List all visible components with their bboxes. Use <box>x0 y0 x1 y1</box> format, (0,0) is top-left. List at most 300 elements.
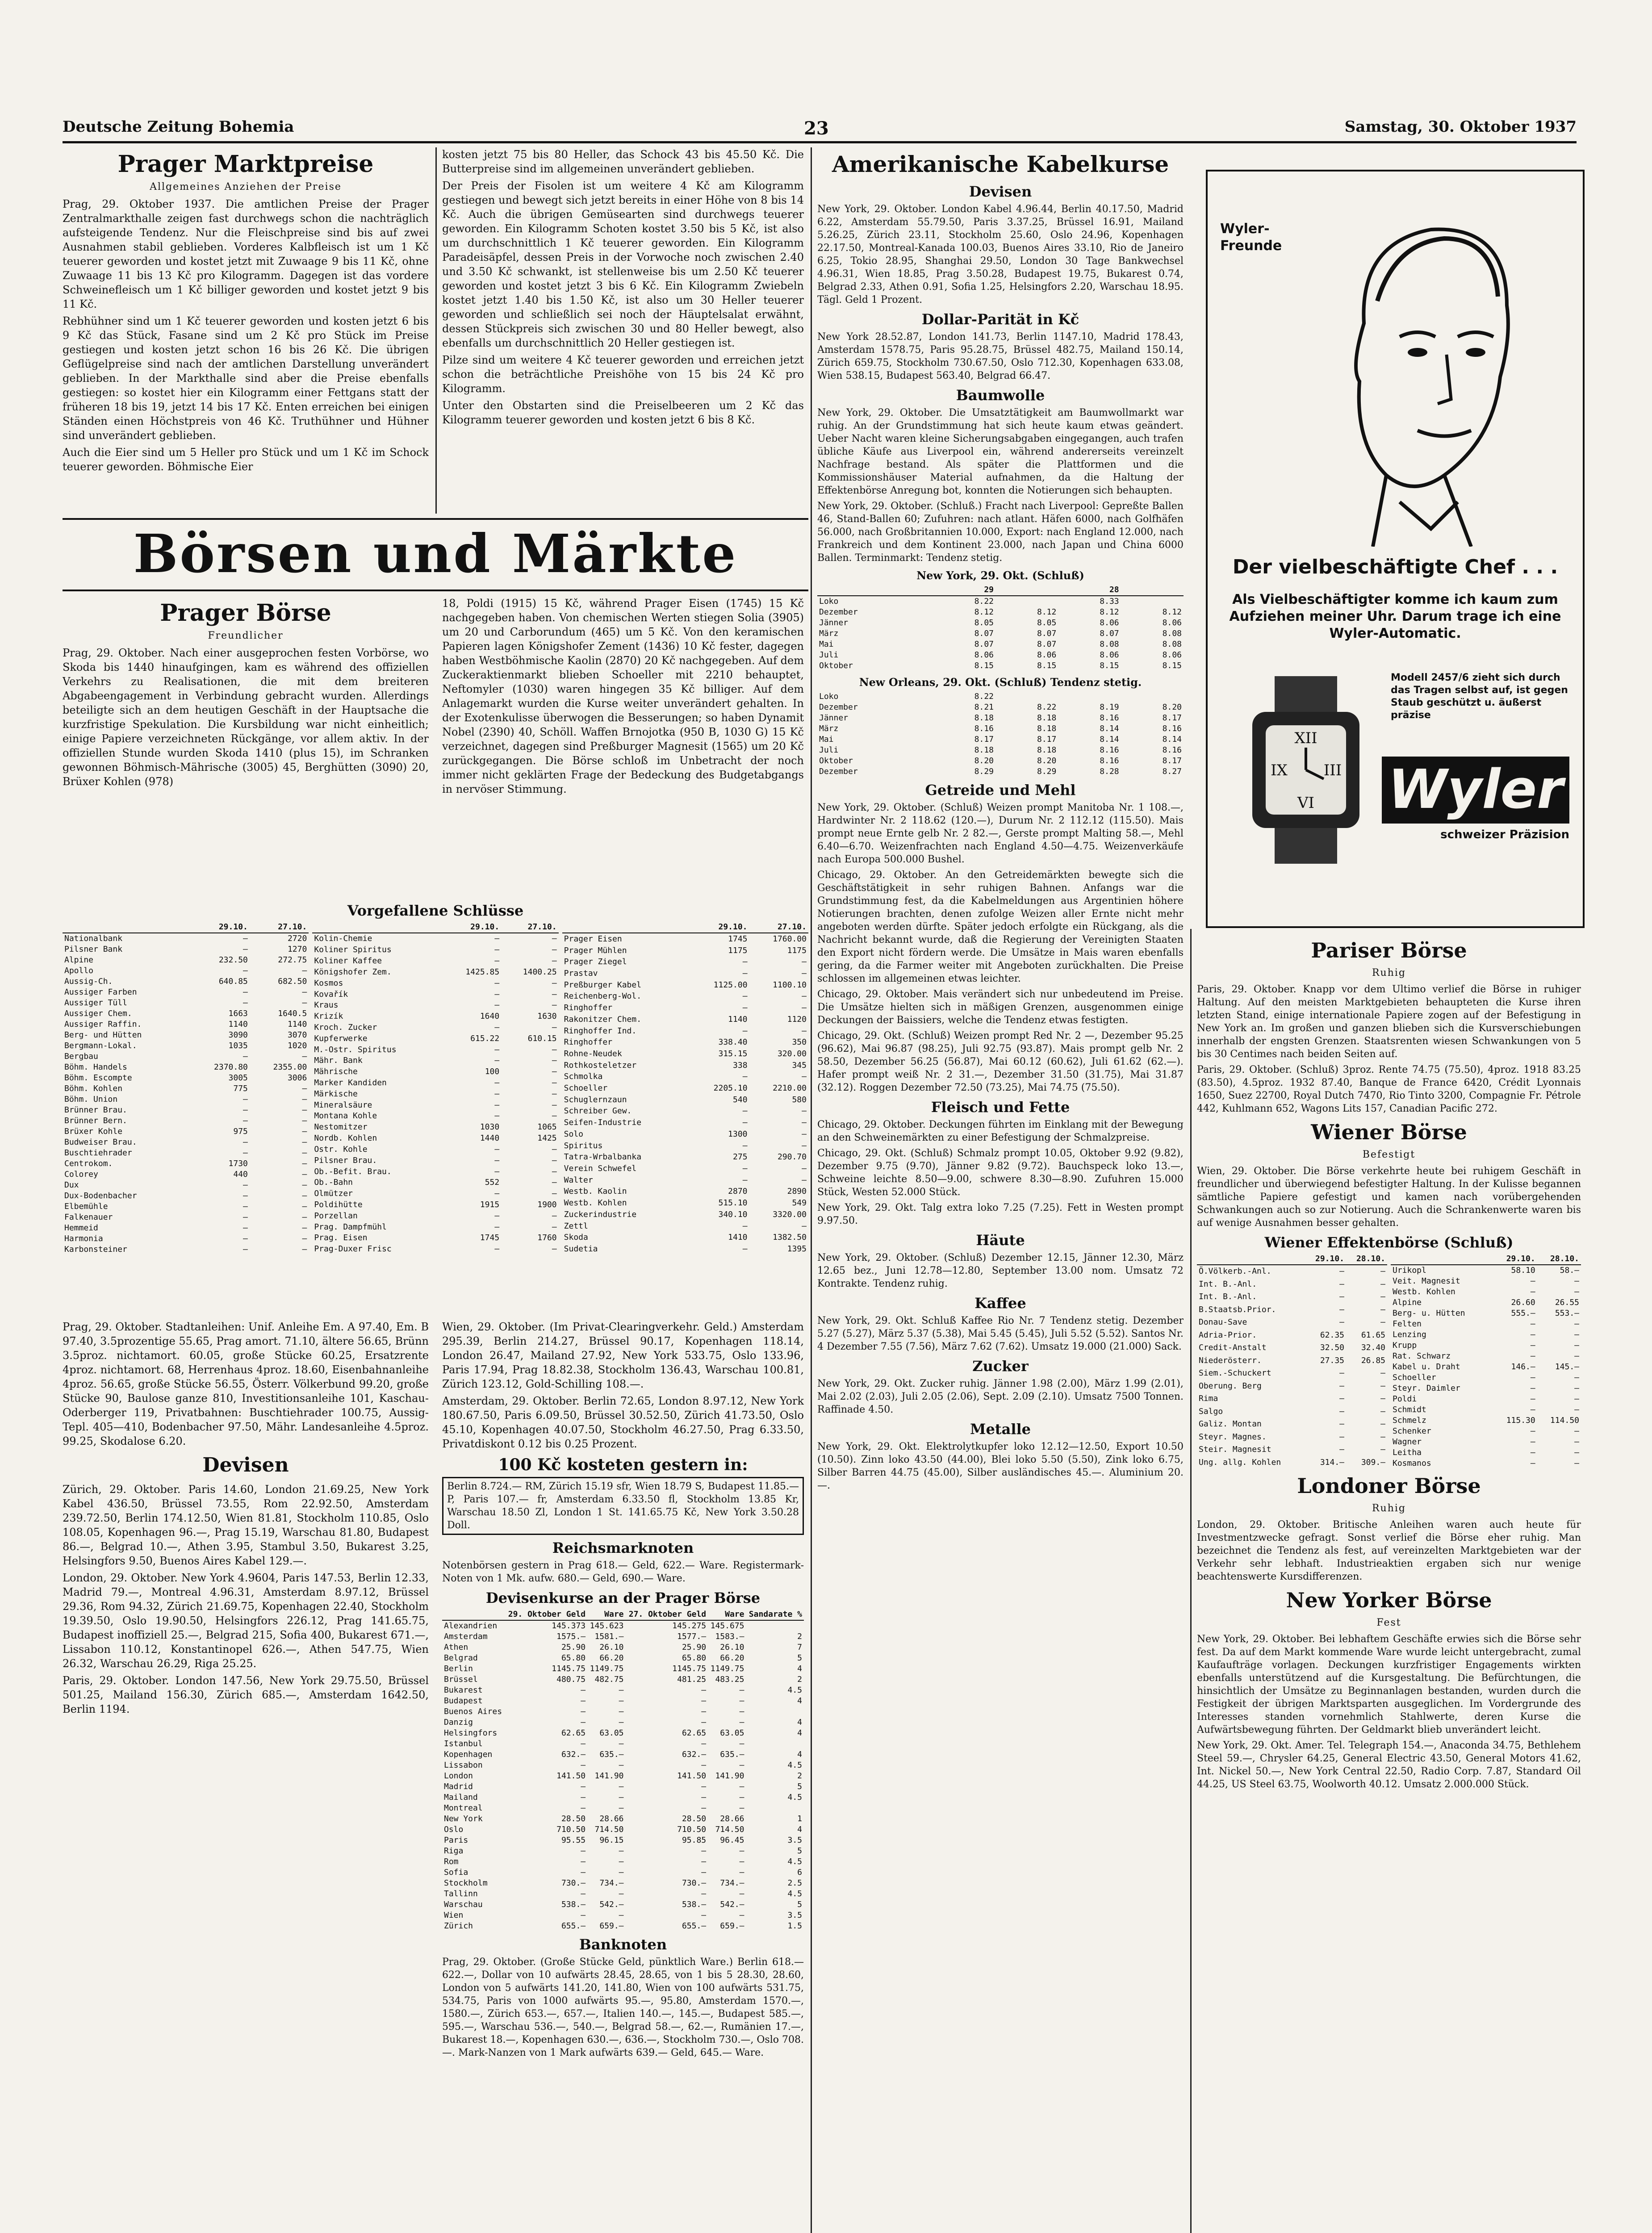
row-label: Ringhoffer <box>564 1037 613 1047</box>
article-paragraph: Paris, 29. Oktober. London 147.56, New York 29.75.50, Brüssel 501.25, Mailand 156.30, Zürich 685.—, Amsterdam 1642.50, Berlin 1194. <box>63 1674 429 1715</box>
table-cell: — <box>243 1137 248 1147</box>
table-cell: — <box>1530 1437 1535 1447</box>
article-prager-boerse-continued <box>442 596 804 936</box>
table-row <box>562 1037 808 1048</box>
row-label: Reichenberg-Wol. <box>564 991 642 1001</box>
table-cell: 8.15 <box>1100 661 1119 670</box>
table-cell: — <box>552 1155 557 1165</box>
table-cell: — <box>1339 1394 1345 1404</box>
row-label: Prager Mühlen <box>564 945 627 955</box>
table-cell: — <box>552 1111 557 1121</box>
table-row <box>63 1073 309 1083</box>
table-title: New Orleans, 29. Okt. (Schluß) Tendenz stetig. <box>859 676 1142 689</box>
table-cell: 1175 <box>728 945 748 955</box>
table-row <box>562 1060 808 1071</box>
article-marktpreise <box>63 147 429 523</box>
row-label: Schoeller <box>564 1083 608 1093</box>
table-cell: 1760.00 <box>773 934 807 944</box>
table-cell: 515.10 <box>718 1198 748 1208</box>
row-label: Sudetia <box>564 1244 598 1254</box>
table-row <box>63 1244 309 1255</box>
table-cell: — <box>742 1106 748 1116</box>
table-cell: 734.— <box>599 1878 624 1888</box>
table-cell: — <box>1574 1405 1579 1414</box>
table-row <box>63 1062 309 1073</box>
article-paragraph: Chicago, 29. Okt. (Schluß) Schmalz prompt 10.05, Oktober 9.92 (9.82), Dezember 9.75 (9.70), Jänner 9.82 (9.72). Bauchspeck loko 13.—, Schweine leichte 8.50—9.00, schwere 8.30—8.90. Zufuhren 15.000 Stück, Westen 52.000 Stück. <box>817 1148 1184 1198</box>
table-row <box>63 1191 309 1201</box>
table-row <box>1197 1355 1387 1367</box>
table-cell: 3006 <box>287 1073 307 1083</box>
row-label: Paris <box>444 1836 468 1845</box>
table-cell: 3320.00 <box>773 1209 807 1219</box>
table-cell: 26.10 <box>720 1643 744 1652</box>
article-title: Prager Marktpreise <box>117 151 374 178</box>
table-cell: 25.90 <box>561 1643 586 1652</box>
table-row <box>1391 1437 1581 1447</box>
article-paragraph: Zürich, 29. Oktober. Paris 14.60, London 21.69.25, New York Kabel 436.50, Brüssel 73.55, Rom 22.92.50, Amsterdam 239.72.50, Berlin 174.12.50, Wien 81.81, Stockholm 110.85, Oslo 108.05, Kopenhagen 96.—, Prag 15.19, Warschau 81.80, Budapest 86.—, Belgrad 10.—, Athen 3.95, Stambul 3.50, Bukarest 3.25, Helsingfors 9.50, Buenos Aires Kabel 129.—. <box>63 1483 429 1567</box>
article-subtitle: Kaffee <box>974 1295 1026 1312</box>
table-cell: — <box>1339 1305 1345 1314</box>
table-cell: 141.50 <box>677 1771 707 1781</box>
table-row <box>63 1094 309 1105</box>
table-cell: — <box>302 998 307 1008</box>
table-cell: 114.50 <box>1550 1416 1579 1425</box>
table-cell: — <box>302 1084 307 1093</box>
table-row <box>442 1653 804 1664</box>
row-label: Aussiger Farben <box>64 987 137 997</box>
article-subtitle: Devisen <box>969 183 1032 200</box>
table-cell: — <box>494 1211 500 1221</box>
column-header: 27. Oktober Geld <box>626 1609 708 1620</box>
article-paragraph: Paris, 29. Oktober. (Schluß) 3proz. Rente 74.75 (75.50), 4proz. 1918 83.25 (83.50), 4.5proz. 1932 87.40, Banque de France 6420, Crédit Lyonnais 1650, Suez 22700, Royal Dutch 7470, Rio Tinto 3200, Compagnie Fr. Pétrole 442, Kuhlmann 652, Wagons Lits 157, Canadian Pacific 272. <box>1197 1064 1581 1114</box>
table-cell: 480.75 <box>556 1675 586 1684</box>
table-cell: 1745 <box>480 1233 500 1243</box>
table-cell: 615.22 <box>470 1033 500 1043</box>
table-row <box>562 1140 808 1152</box>
table-cell: 8.07 <box>1100 629 1119 638</box>
row-label: Int. B.-Anl. <box>1199 1279 1257 1289</box>
table-cell: 635.— <box>720 1750 744 1759</box>
table-cell: 1760 <box>537 1233 557 1243</box>
table-row <box>442 1664 804 1674</box>
row-label: Prager Ziegel <box>564 957 627 967</box>
table-cell: — <box>1380 1279 1385 1289</box>
table-cell: — <box>742 1141 748 1150</box>
table-row <box>1197 1329 1387 1342</box>
row-label: Adria-Prior. <box>1199 1330 1257 1340</box>
table-cell: 2870 <box>728 1187 748 1196</box>
table-cell: — <box>742 1003 748 1013</box>
article-subtitle: Befestigt <box>1362 1149 1416 1160</box>
table-cell: 540 <box>733 1095 748 1104</box>
table-cell: — <box>552 989 557 999</box>
table-cell: — <box>494 1167 500 1176</box>
table-cell: — <box>739 1707 744 1716</box>
table-cell: 8.21 <box>974 703 994 712</box>
table-row <box>562 1014 808 1025</box>
article-paragraph: kosten jetzt 75 bis 80 Heller, das Schock 43 bis 45.50 Kč. Die Butterpreise sind im allgemeinen unverändert geblieben. <box>442 148 804 175</box>
table-row <box>1391 1458 1581 1469</box>
table-cell: — <box>1380 1432 1385 1442</box>
table-row <box>63 1116 309 1126</box>
row-label: Aussiger Tüll <box>64 998 127 1008</box>
row-label: Siem.-Schuckert <box>1199 1368 1271 1378</box>
table-row <box>312 1011 558 1022</box>
table-cell: — <box>1530 1287 1535 1296</box>
article-paragraph: Notenbörsen gestern in Prag 618.— Geld, 622.— Ware. Registermark-Noten von 1 Mk. aufw. 680.— Geld, 690.— Ware. <box>442 1560 804 1584</box>
column-header: 29.10. <box>1305 1254 1346 1265</box>
table-cell: — <box>1530 1459 1535 1468</box>
table-cell: 4 <box>797 1750 802 1759</box>
table-cell: — <box>302 1213 307 1222</box>
table-cell: 1035 <box>228 1041 248 1050</box>
table-cell: — <box>701 1696 707 1706</box>
row-label: Int. B.-Anl. <box>1199 1292 1257 1302</box>
schluesse-table-3 <box>562 922 808 1255</box>
table-row <box>817 618 1184 628</box>
table-cell: — <box>1380 1305 1385 1314</box>
row-label: Kupferwerke <box>314 1033 368 1043</box>
row-label: Prag-Duxer Frisc <box>314 1244 392 1254</box>
table-cell: 65.80 <box>682 1653 707 1663</box>
table-cell: 1575.— <box>556 1632 586 1641</box>
table-cell: 8.15 <box>974 661 994 670</box>
article-paragraph: Paris, 29. Oktober. Knapp vor dem Ultimo verlief die Börse in ruhiger Haltung. Auf den meisten Marktgebieten behaupteten die Kurse ihren letzten Stand, einige internationale Papiere zogen auf der Befestigung in New York an. Im großen und ganzen blieben sich die Kursverschiebungen innerhalb der engsten Grenzen. Staatsrenten wiesen Schwankungen von 5 bis 30 Centimes nach beiden Seiten auf. <box>1197 984 1581 1060</box>
table-cell: — <box>701 1739 707 1748</box>
row-label: Königshofer Zem. <box>314 967 392 977</box>
row-label: Mähr. Bank <box>314 1056 363 1066</box>
table-cell: 8.05 <box>1037 618 1057 627</box>
column-header <box>1121 585 1184 596</box>
row-label: Rothkosteletzer <box>564 1060 637 1070</box>
table-row <box>1391 1362 1581 1372</box>
table-cell: 8.16 <box>974 724 994 733</box>
row-label: Brünner Brau. <box>64 1105 127 1115</box>
article-paragraph: Prag, 29. Oktober. Nach einer ausgeprochen festen Vorbörse, wo Skoda bis 1440 hinaufgingen, kam es während des offiziellen Verkehrs zu Realisationen, die mit dem breiteren Abgabeengagement in Verbindung gebracht wurden. Allerdings beteiligte sich an dem heutigen Geschäft in der Hauptsache die kurzfristige Spekulation. Die Kursbildung war nicht einheitlich; einige Papiere verzeichneten Rückgänge, vor allem aktiv. In der offiziellen Stunde wurden Skoda 1410 (plus 15), im Schranken gewonnen Böhmisch-Mährische (3005) 45, Berghütten (3090) 20, Brüxer Kohlen (978) <box>63 647 429 788</box>
svg-text:VI: VI <box>1297 794 1314 812</box>
article-prager-boerse <box>63 596 429 936</box>
table-cell: 62.65 <box>561 1728 586 1738</box>
table-cell: — <box>494 1144 500 1154</box>
table-cell: 8.14 <box>1100 724 1119 733</box>
table-cell: — <box>1339 1419 1345 1429</box>
row-label: Alpine <box>64 955 94 965</box>
row-label: Urikopl <box>1393 1266 1426 1275</box>
table-row <box>562 968 808 979</box>
row-label: Oberung. Berg <box>1199 1381 1262 1391</box>
article-paragraph: Chicago, 29. Okt. (Schluß) Weizen prompt Red Nr. 2 —, Dezember 95.25 (96.62), Mai 96.87 (98.25), Juli 92.75 (93.87). Mais prompt gelb Nr. 2 58.50, Dezember 56.25 (56.87), Mai 60.12 (60.62), Juli 61.62 (62.—). Hafer prompt weiß Nr. 2 31.—, Dezember 31.50 (31.75), Mai 31.87 (32.12). Roggen Dezember 72.50 (73.25), Mai 74.75 (75.50). <box>817 1030 1184 1093</box>
table-row <box>562 1025 808 1037</box>
article-title: Pariser Börse <box>1311 938 1467 962</box>
table-cell: — <box>552 1089 557 1099</box>
table-cell: — <box>581 1739 586 1748</box>
article-paragraph: Unter den Obstarten sind die Preiselbeeren um 2 Kč das Kilogramm teuerer geworden und kosten jetzt 6 bis 8 Kč. <box>442 399 804 426</box>
article-paragraph: New York, 29. Oktober. (Schluß) Weizen prompt Manitoba Nr. 1 108.—, Hardwinter Nr. 2 118.62 (120.—), Durum Nr. 2 112.12 (115.50). Mais prompt neue Ernte gelb Nr. 2 82.—, Gerste prompt Malting 58.—, Mehl 6.40—6.70. Weizenfrachten nach England 4.50—4.75. Weizenverkäufe nach Europa 500.000 Bushel. <box>817 802 1184 865</box>
table-cell: — <box>581 1868 586 1877</box>
table-cell: — <box>1339 1406 1345 1416</box>
new-orleans-table <box>817 691 1184 777</box>
table-cell: — <box>581 1803 586 1813</box>
table-cell: — <box>739 1868 744 1877</box>
row-label: Elbemühle <box>64 1202 108 1211</box>
table-cell: 1640 <box>480 1012 500 1021</box>
table-row <box>312 1100 558 1111</box>
row-label: Oktober <box>819 661 853 670</box>
table-row <box>1197 1342 1387 1354</box>
table-row <box>63 1019 309 1030</box>
table-cell: — <box>1339 1267 1345 1276</box>
article-paragraph: New York, 29. Oktober. Bei lebhaftem Geschäfte erwies sich die Börse sehr fest. Da auf dem Markt kommende Ware wurde leicht untergebracht, zumal Kaufaufträge vorlagen. Deckungen kurzfristiger Engagements wirkten ebenfalls unterstützend auf die Kursgestaltung. Die Befürchtungen, die hinsichtlich der Umsätze zu Beginnanlagen bestanden, wurden durch die Festigkeit der übrigen Marktsparten ausgeglichen. Im Vordergrunde des Interesses standen vornehmlich Stahlwerte, deren Kurse die Aufwärtsbewegung führten. Der Geldmarkt blieb unverändert leicht. <box>1197 1634 1581 1735</box>
table-cell: — <box>742 1244 748 1254</box>
table-row <box>817 596 1184 607</box>
table-cell: 1140 <box>228 1020 248 1029</box>
wiener-effekten-table-2 <box>1391 1254 1581 1469</box>
table-row <box>442 1867 804 1878</box>
column-header: 29 <box>933 585 995 596</box>
table-cell: — <box>552 1022 557 1032</box>
row-label: Hemmeid <box>64 1223 98 1233</box>
section-heading: Börsen und Märkte <box>133 523 738 585</box>
table-cell: — <box>243 1191 248 1200</box>
article-paragraph: New York, 29. Okt. Amer. Tel. Telegraph 154.—, Anaconda 34.75, Bethlehem Steel 59.—, Chrysler 64.25, General Electric 43.50, General Motors 41.62, Int. Nickel 50.—, New York Central 22.50, Radio Corp. 7.87, Standard Oil 44.25, US Steel 63.75, Woolworth 40.12. Umsatz 2.000.000 Stück. <box>1197 1740 1581 1790</box>
table-cell: 28.50 <box>561 1814 586 1823</box>
row-label: Ringhoffer Ind. <box>564 1026 637 1036</box>
table-row <box>63 1201 309 1212</box>
row-label: Mailand <box>444 1793 478 1802</box>
table-cell: 8.19 <box>1100 703 1119 712</box>
table-cell: — <box>1339 1381 1345 1391</box>
table-row <box>562 1175 808 1186</box>
table-row <box>1391 1383 1581 1394</box>
ad-text: Als Vielbeschäftigter komme ich kaum zum Aufziehen meiner Uhr. Darum trage ich eine Wyler-Automatic. <box>1229 592 1561 641</box>
table-row <box>562 1071 808 1083</box>
table-cell: — <box>494 934 500 944</box>
row-label: M.-Ostr. Spiritus <box>314 1045 397 1054</box>
table-cell: — <box>742 991 748 1001</box>
table-row <box>1197 1291 1387 1303</box>
table-cell: — <box>302 1191 307 1200</box>
table-row <box>312 933 558 945</box>
table-row <box>442 1706 804 1717</box>
table-cell: — <box>1574 1459 1579 1468</box>
table-row <box>442 1728 804 1739</box>
table-row <box>1197 1304 1387 1316</box>
table-cell: — <box>742 1026 748 1036</box>
row-label: Buenos Aires <box>444 1707 502 1716</box>
table-cell: 8.17 <box>1162 713 1182 723</box>
article-paragraph: Wien, 29. Oktober. (Im Privat-Clearingverkehr. Geld.) Amsterdam 295.39, Berlin 214.27, Brüssel 90.17, Kopenhagen 118.14, London 26.47, Mailand 27.92, New York 533.75, Oslo 133.96, Paris 17.94, Prag 18.82.38, Stockholm 136.43, Warschau 100.81, Zürich 123.12, Gold-Schilling 108.—. <box>442 1321 804 1390</box>
row-label: Preßburger Kabel <box>564 980 642 990</box>
table-cell: 549 <box>792 1198 807 1208</box>
table-row <box>562 956 808 968</box>
table-cell: — <box>802 1106 807 1116</box>
table-cell: 4 <box>797 1728 802 1738</box>
article-title: Devisen <box>202 1454 289 1476</box>
row-label: Centrokom. <box>64 1159 113 1168</box>
row-label: Harmonia <box>64 1234 103 1243</box>
table-row <box>442 1739 804 1749</box>
column-rule <box>811 147 812 2233</box>
row-label: Danzig <box>444 1718 473 1727</box>
row-label: Marker Kandiden <box>314 1078 387 1088</box>
table-cell: 2.5 <box>787 1878 802 1888</box>
row-label: Lissabon <box>444 1760 483 1770</box>
article-subtitle: Zucker <box>972 1358 1029 1375</box>
row-label: Westb. Kohlen <box>564 1198 627 1208</box>
table-cell: 320.00 <box>777 1049 807 1058</box>
table-row <box>312 1133 558 1144</box>
table-cell: — <box>552 1144 557 1154</box>
table-cell: 610.15 <box>527 1033 557 1043</box>
table-cell: — <box>619 1868 624 1877</box>
table-title: Devisenkurse an der Prager Börse <box>485 1589 761 1606</box>
row-label: London <box>444 1771 473 1781</box>
row-label: Rakonitzer Chem. <box>564 1014 642 1024</box>
row-label: Juli <box>819 745 839 755</box>
table-cell: 1 <box>797 1814 802 1823</box>
table-cell: 66.20 <box>720 1653 744 1663</box>
table-cell: — <box>581 1846 586 1856</box>
table-cell: 141.50 <box>556 1771 586 1781</box>
table-cell: 8.20 <box>1037 756 1057 765</box>
row-label: Poldi <box>1393 1394 1417 1404</box>
table-cell: — <box>581 1857 586 1866</box>
table-cell: — <box>494 989 500 999</box>
table-row <box>1391 1394 1581 1405</box>
row-label: Berg- u. Hütten <box>1393 1309 1465 1318</box>
row-label: Budweiser Brau. <box>64 1137 137 1147</box>
table-cell: 26.55 <box>1555 1298 1579 1307</box>
row-label: Westb. Kaolin <box>564 1187 627 1196</box>
table-cell: 8.22 <box>974 692 994 701</box>
issue-date: Samstag, 30. Oktober 1937 <box>1344 118 1577 136</box>
column-header: 29.10. <box>444 922 501 933</box>
row-label: Rat. Schwarz <box>1393 1351 1451 1361</box>
table-cell: 58.— <box>1560 1266 1579 1275</box>
table-cell: 5 <box>797 1900 802 1909</box>
table-cell: — <box>243 966 248 975</box>
row-label: Credit-Anstalt <box>1199 1343 1267 1353</box>
table-cell: — <box>739 1718 744 1727</box>
table-cell: 1065 <box>537 1122 557 1132</box>
table-row <box>442 1760 804 1771</box>
table-row <box>1391 1426 1581 1437</box>
row-label: Niederösterr. <box>1199 1355 1262 1365</box>
table-row <box>442 1814 804 1824</box>
wiener-effekten-table-1 <box>1197 1254 1387 1469</box>
table-cell: 1125.00 <box>713 980 748 990</box>
table-cell: 1140 <box>287 1020 307 1029</box>
row-label: Galiz. Montan <box>1199 1419 1262 1429</box>
row-label: Ringhoffer <box>564 1003 613 1013</box>
column-header: Ware <box>587 1609 625 1620</box>
table-cell: 1425.85 <box>465 967 500 977</box>
table-row <box>312 1044 558 1055</box>
man-portrait-illustration <box>1297 189 1565 547</box>
article-paragraph: New York, 29. Okt. Zucker ruhig. Jänner 1.98 (2.00), März 1.99 (2.01), Mai 2.02 (2.03), Juli 2.05 (2.06), Sept. 2.09 (2.10). Umsatz 7500 Tonnen. Raffinade 4.50. <box>817 1378 1184 1415</box>
table-cell: — <box>802 1129 807 1139</box>
table-row <box>63 1212 309 1223</box>
article-paragraph: London, 29. Oktober. New York 4.9604, Paris 147.53, Berlin 12.33, Madrid 79.—, Montreal 4.96.31, Amsterdam 8.97.12, Brüssel 29.36, Rom 94.32, Zürich 21.69.75, Kopenhagen 22.40, Stockholm 19.39.50, Oslo 19.90.50, Helsingfors 226.12, Prag 141.65.75, Budapest inoffiziell 25.—, Belgrad 215, Sofia 400, Bukarest 671.—, Lissabon 110.12, Konstantinopel 626.—, Athen 547.75, Wien 26.32, Warschau 26.29, Riga 25.25. <box>63 1572 429 1670</box>
table-cell: 8.06 <box>1037 650 1057 660</box>
ny-cotton-table <box>817 585 1184 671</box>
article-title: 100 Kč kosteten gestern in: <box>498 1455 748 1474</box>
table-cell: — <box>243 1234 248 1243</box>
table-cell: 32.40 <box>1361 1343 1385 1353</box>
table-cell: — <box>1574 1341 1579 1350</box>
table-cell: 2205.10 <box>713 1083 748 1093</box>
table-cell: 338.40 <box>718 1037 748 1047</box>
table-cell: 8.16 <box>1162 724 1182 733</box>
row-label: Brüssel <box>444 1675 478 1684</box>
table-row <box>1391 1340 1581 1351</box>
table-cell: — <box>1380 1381 1385 1391</box>
table-row <box>63 1169 309 1180</box>
table-cell: — <box>302 966 307 975</box>
table-title: Wiener Effektenbörse (Schluß) <box>1264 1234 1514 1251</box>
table-cell: — <box>619 1739 624 1748</box>
row-label: Schmolka <box>564 1072 603 1082</box>
table-cell: 1175 <box>787 945 807 955</box>
table-cell: — <box>701 1846 707 1856</box>
table-cell: 6 <box>797 1868 802 1877</box>
row-label: Budapest <box>444 1696 483 1706</box>
table-cell: 714.50 <box>594 1825 624 1834</box>
table-cell: 8.16 <box>1162 745 1182 755</box>
row-label: Alexandrien <box>444 1621 498 1631</box>
row-label: Walter <box>564 1175 593 1185</box>
table-cell: — <box>619 1718 624 1727</box>
article-paragraph: New York, 29. Okt. Talg extra loko 7.25 (7.25). Fett in Westen prompt 9.97.50. <box>817 1202 1184 1226</box>
row-label: Leitha <box>1393 1448 1422 1457</box>
table-cell <box>995 691 1058 702</box>
table-cell: 145.— <box>1555 1362 1579 1372</box>
table-cell: 8.12 <box>1037 607 1057 617</box>
table-cell: 309.— <box>1361 1457 1385 1467</box>
table-row <box>1197 1405 1387 1418</box>
table-cell: — <box>494 1100 500 1110</box>
table-row <box>442 1878 804 1889</box>
svg-text:IX: IX <box>1271 761 1288 779</box>
table-cell: — <box>302 1159 307 1168</box>
table-cell: — <box>701 1857 707 1866</box>
row-label: Amsterdam <box>444 1632 488 1641</box>
row-label: Montreal <box>444 1803 483 1813</box>
table-cell: — <box>1339 1368 1345 1378</box>
row-label: Kraus <box>314 1000 339 1010</box>
table-cell <box>1121 691 1184 702</box>
table-cell: 8.22 <box>974 597 994 606</box>
table-cell: 1382.50 <box>773 1233 807 1242</box>
table-row <box>312 1155 558 1166</box>
row-label: Felten <box>1393 1319 1422 1329</box>
table-row <box>562 933 808 945</box>
table-row <box>63 1234 309 1244</box>
table-row <box>1391 1330 1581 1340</box>
table-title: New York, 29. Okt. (Schluß) <box>916 569 1084 582</box>
column-rule <box>1190 929 1192 2233</box>
table-cell: — <box>552 978 557 988</box>
table-cell: 28.66 <box>720 1814 744 1823</box>
table-cell: 1100.10 <box>773 980 807 990</box>
table-cell: — <box>302 1202 307 1211</box>
table-cell: 275 <box>733 1152 748 1162</box>
row-label: Montana Kohle <box>314 1111 377 1121</box>
article-paragraph: Chicago, 29. Oktober. Deckungen führten im Einklang mit der Bewegung an den Schweinemärkten zu einer Befestigung der Schmalzpreise. <box>817 1119 1184 1143</box>
table-row <box>817 702 1184 713</box>
table-cell: 1425 <box>537 1133 557 1143</box>
row-label: Athen <box>444 1643 468 1652</box>
